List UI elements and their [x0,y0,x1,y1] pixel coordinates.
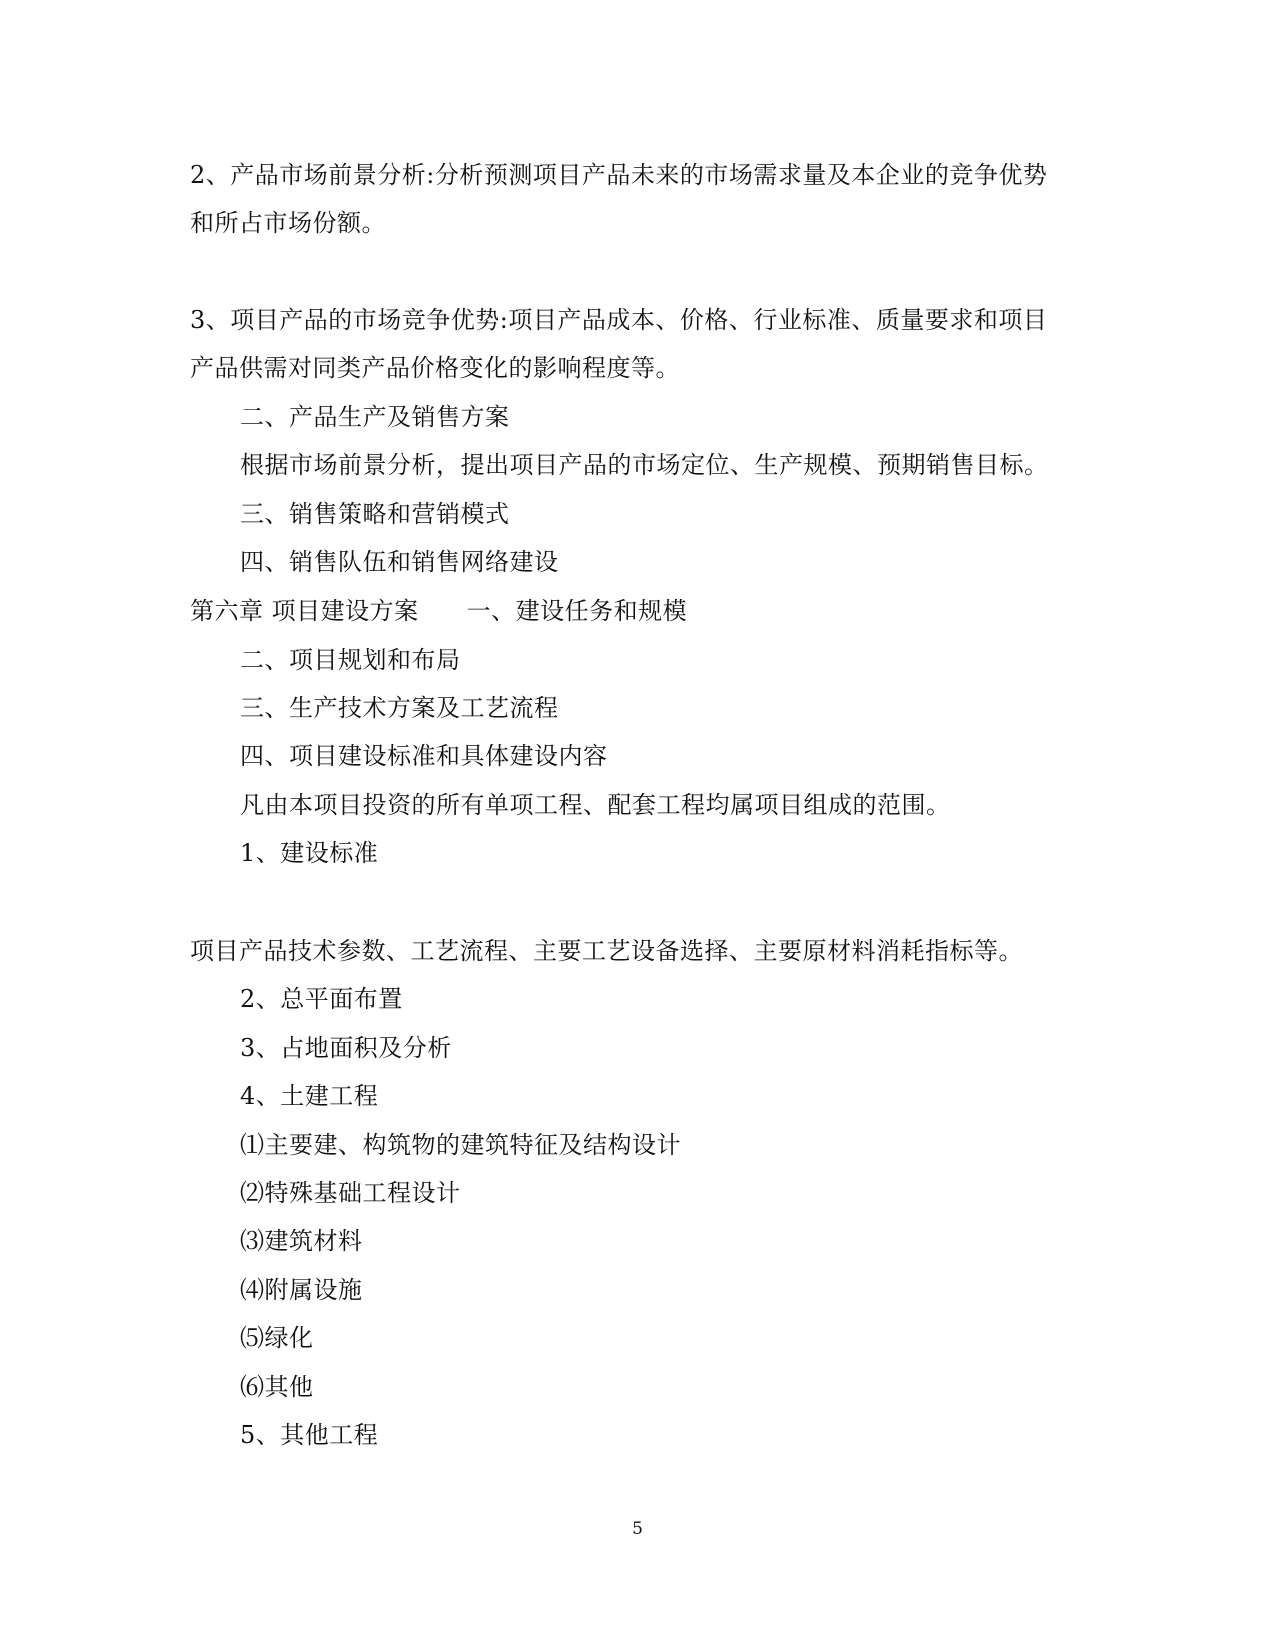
list-item: ⑸绿化 [240,1324,314,1352]
list-item: 3、占地面积及分析 [240,1034,452,1062]
list-item: ⑷附属设施 [240,1276,363,1304]
list-item: ⑹其他 [240,1373,314,1401]
paragraph-line: 凡由本项目投资的所有单项工程、配套工程均属项目组成的范围。 [240,791,951,819]
section-heading: 二、项目规划和布局 [240,646,461,674]
paragraph-line: 产品供需对同类产品价格变化的影响程度等。 [190,354,680,382]
list-item: ⑵特殊基础工程设计 [240,1179,461,1207]
list-item: 5、其他工程 [240,1421,379,1449]
list-item: 2、总平面布置 [240,985,403,1013]
chapter-heading-line [190,596,687,626]
section-heading: 三、销售策略和营销模式 [240,500,510,528]
paragraph-line: 和所占市场份额。 [190,209,386,237]
section-heading: 四、项目建设标准和具体建设内容 [240,742,608,770]
chapter-title: 第六章 项目建设方案 [190,597,419,625]
section-heading: 一、建设任务和规模 [466,597,688,625]
page-number: 5 [632,1519,643,1539]
section-heading: 二、产品生产及销售方案 [240,403,510,431]
paragraph-line: 3、项目产品的市场竞争优势:项目产品成本、价格、行业标准、质量要求和项目 [190,306,1048,334]
paragraph-line: 2、产品市场前景分析:分析预测项目产品未来的市场需求量及本企业的竞争优势 [190,161,1048,189]
list-item: 1、建设标准 [240,839,379,867]
paragraph-line: 项目产品技术参数、工艺流程、主要工艺设备选择、主要原材料消耗指标等。 [190,937,1023,965]
paragraph-line: 根据市场前景分析，提出项目产品的市场定位、生产规模、预期销售目标。 [240,451,1049,479]
section-heading: 三、生产技术方案及工艺流程 [240,694,559,722]
list-item: ⑴主要建、构筑物的建筑特征及结构设计 [240,1131,681,1159]
list-item: 4、土建工程 [240,1082,379,1110]
section-heading: 四、销售队伍和销售网络建设 [240,548,559,576]
list-item: ⑶建筑材料 [240,1227,363,1255]
